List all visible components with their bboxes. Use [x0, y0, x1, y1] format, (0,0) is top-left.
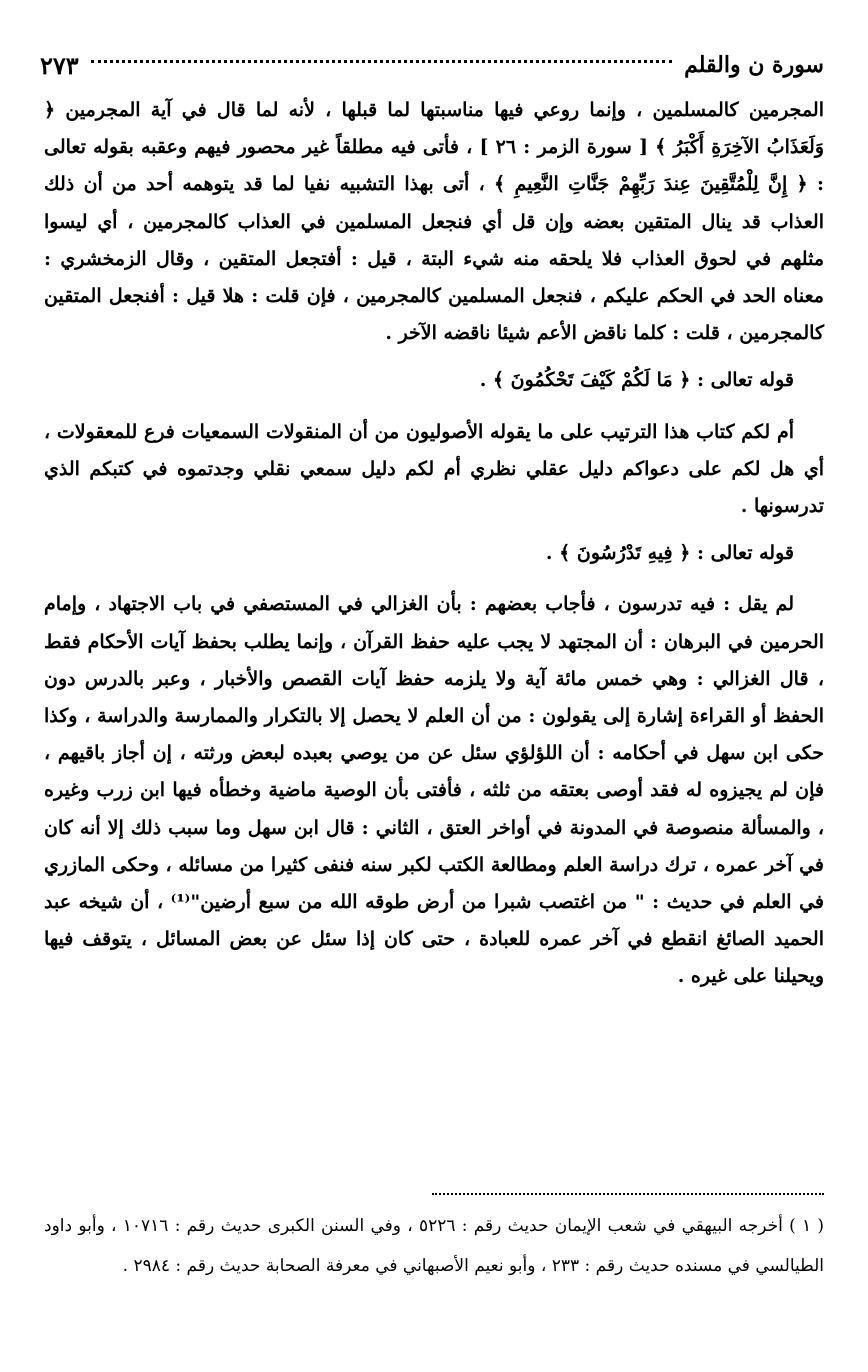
header-dotted-leader	[91, 60, 672, 63]
main-text	[44, 92, 824, 996]
verse-heading-1: قوله تعالى : ﴿ مَا لَكُمْ كَيْفَ تَحْكُمُونَ ﴾ .	[479, 369, 794, 392]
page-number: ٢٧٣	[40, 50, 79, 80]
footnote	[44, 1206, 824, 1286]
footnote-separator	[432, 1193, 824, 1195]
running-header	[40, 48, 824, 82]
surah-title: سورة ن والقلم	[684, 52, 824, 78]
footnote-text: ( ١ ) أخرجه البيهقي في شعب الإيمان حديث رقم : ٥٢٢٦ ، وفي السنن الكبرى حديث رقم : ١٠٧١٦ ، وأبو داود الطيالسي في مسنده حديث رقم : ٢٣٣ ، وأبو نعيم الأصبهاني في معرفة الصحابة حديث رقم : ٢٩٨٤ .	[44, 1216, 825, 1276]
verse-heading-2: قوله تعالى : ﴿ فِيهِ تَدْرُسُونَ ﴾ .	[545, 542, 794, 565]
paragraph-1: المجرمين كالمسلمين ، وإنما روعي فيها مناسبتها لما قبلها ، لأنه لما قال في آية المجرمين ﴿ وَلَعَذَابُ الآخِرَةِ أَكْبَرُ ﴾ [ سورة الزمر : ٢٦ ] ، فأتى فيه مطلقاً غير محصور فيهم وعقبه بقوله تعالى : ﴿ إِنَّ لِلْمُتَّقِينَ عِندَ رَبِّهِمْ جَنَّاتِ النَّعِيمِ ﴾ ، أتى بهذا التشبيه نفيا لما قد يتوهمه أحد من أن ذلك العذاب قد ينال المتقين بعضه وإن قل أي فنجعل المسلمين في العذاب كالمجرمين ، أي ليسوا مثلهم في لحوق العذاب فلا يلحقه منه شيء البتة ، قيل : أفتجعل المتقين ، وقال الزمخشري : معناه الحد في الحكم عليكم ، فنجعل المسلمين كالمجرمين ، فإن قلت : هلا قيل : أفنجعل المتقين كالمجرمين ، قلت : كلما ناقض الأعم شيئا ناقضه الآخر .	[44, 99, 825, 345]
paragraph-2: أم لكم كتاب هذا الترتيب على ما يقوله الأصوليون من أن المنقولات السمعيات فرع للمعقولات ، أي هل لكم على دعواكم دليل عقلي نظري أم لكم دليل سمعي نقلي وجدتموه في كتبكم الذي تدرسونها .	[44, 420, 824, 518]
paragraph-3: لم يقل : فيه تدرسون ، فأجاب بعضهم : بأن الغزالي في المستصفي في باب الاجتهاد ، وإمام الحرمين في البرهان : أن المجتهد لا يجب عليه حفظ القرآن ، وإنما يطلب بحفظ آيات الأحكام فقط ، قال الغزالي : وهي خمس مائة آية ولا يلزمه حفظ آيات القصص والأخبار ، وعبر بالدرس دون الحفظ أو القراءة إشارة إلى يقولون : من أن العلم لا يحصل إلا بالتكرار والممارسة والدراسة ، وكذا حكى ابن سهل في أحكامه : أن اللؤلؤي سئل عن من يوصي بعبده لبعض ورثته ، إن أجاز باقيهم ، فإن لم يجيزوه له فقد أوصى بعتقه من ثلثه ، فأفتى بأن الوصية ماضية وخطأه فيها ابن زرب وغيره ، والمسألة منصوصة في المدونة في أواخر العتق ، الثاني : قال ابن سهل وما سبب ذلك إلا أنه كان في آخر عمره ، ترك دراسة العلم ومطالعة الكتب لكبر سنه فنفى كثيرا من مسائله ، وحكى المازري في العلم في حديث : " من اغتصب شبرا من أرض طوقه الله من سبع أرضين"⁽¹⁾ ، أن شيخه عبد الحميد الصائغ انقطع في آخر عمره للعبادة ، حتى كان إذا سئل عن بعض المسائل ، يتوقف فيها ويحيلنا على غيره .	[44, 593, 824, 988]
